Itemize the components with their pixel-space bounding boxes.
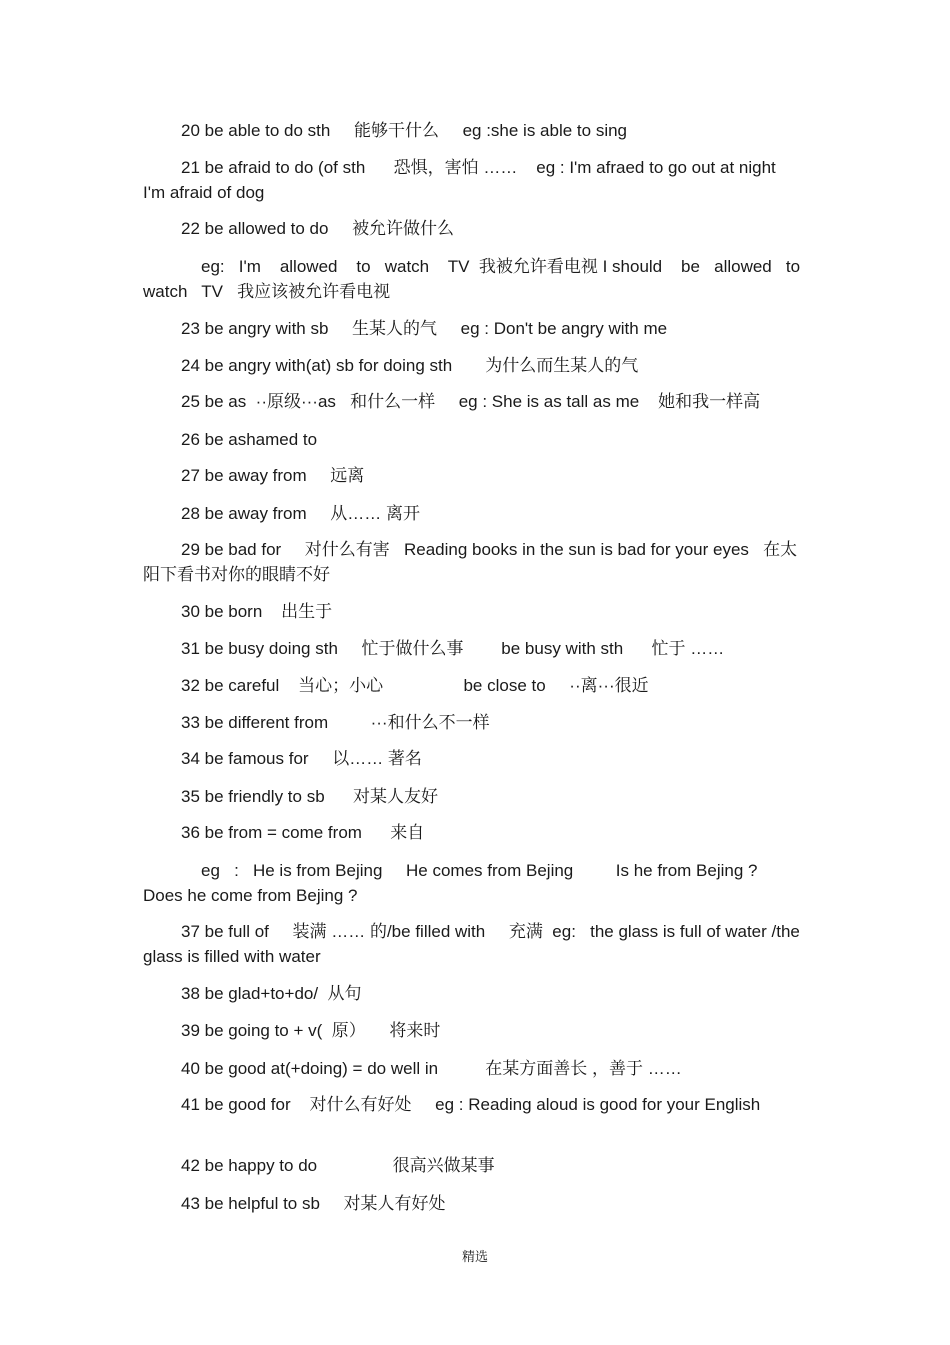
entry-42: 42 be happy to do 很高兴做某事 — [181, 1156, 495, 1175]
entry-43: 43 be helpful to sb 对某人有好处 — [181, 1194, 446, 1213]
entry-20: 20 be able to do sth 能够干什么 eg :she is able to sing — [181, 121, 628, 140]
entry-28: 28 be away from 从…… 离开 — [181, 504, 421, 523]
page-footer: 精选 — [461, 1249, 488, 1264]
entry-35: 35 be friendly to sb 对某人友好 — [181, 787, 438, 806]
entry-27: 27 be away from 远离 — [181, 466, 365, 485]
entry-34: 34 be famous for 以…… 著名 — [181, 749, 422, 768]
entry-32: 32 be careful 当心；小心 be close to ··离···很近 — [181, 676, 649, 695]
entry-40: 40 be good at(+doing) = do well in 在某方面善长 ，善于 …… — [181, 1059, 682, 1078]
entry-39: 39 be going to + v( 原） 将来时 — [181, 1021, 441, 1040]
entry-21: 21 be afraid to do (of sth 恐惧，害怕 …… eg : I'm afraed to go out at night I'm afraid of dog — [143, 158, 805, 202]
entry-30: 30 be born 出生于 — [181, 602, 333, 621]
entry-23: 23 be angry with sb 生某人的气 eg : Don't be angry with me — [181, 319, 668, 338]
entry-41: 41 be good for 对什么有好处 eg : Reading aloud is good for your English — [181, 1095, 761, 1114]
entry-22: 22 be allowed to do 被允许做什么 — [181, 219, 455, 238]
entry-29: 29 be bad for 对什么有害 Reading books in the sun is bad for your eyes 在太阳下看书对你的眼睛不好 — [143, 540, 798, 584]
entry-26: 26 be ashamed to — [181, 430, 318, 449]
entry-38: 38 be glad+to+do/ 从句 — [181, 984, 362, 1003]
entry-22-example: eg: I'm allowed to watch TV 我被允许看电视 I should be allowed to watch TV 我应该被允许看电视 — [143, 257, 815, 301]
entry-36: 36 be from = come from 来自 — [181, 823, 425, 842]
entry-36-example: eg : He is from Bejing He comes from Bejing Is he from Bejing ? Does he come from Bejing ? — [143, 861, 777, 905]
entry-31: 31 be busy doing sth 忙于做什么事 be busy with sth 忙于 …… — [181, 639, 725, 658]
entry-24: 24 be angry with(at) sb for doing sth 为什么而生某人的气 — [181, 356, 639, 375]
entry-37: 37 be full of 装满 …… 的/be filled with 充满 eg: the glass is full of water /the glass is filled with water — [143, 922, 805, 966]
entry-25: 25 be as ··原级···as 和什么一样 eg : She is as tall as me 她和我一样高 — [181, 392, 761, 411]
entry-33: 33 be different from ···和什么不一样 — [181, 713, 490, 732]
